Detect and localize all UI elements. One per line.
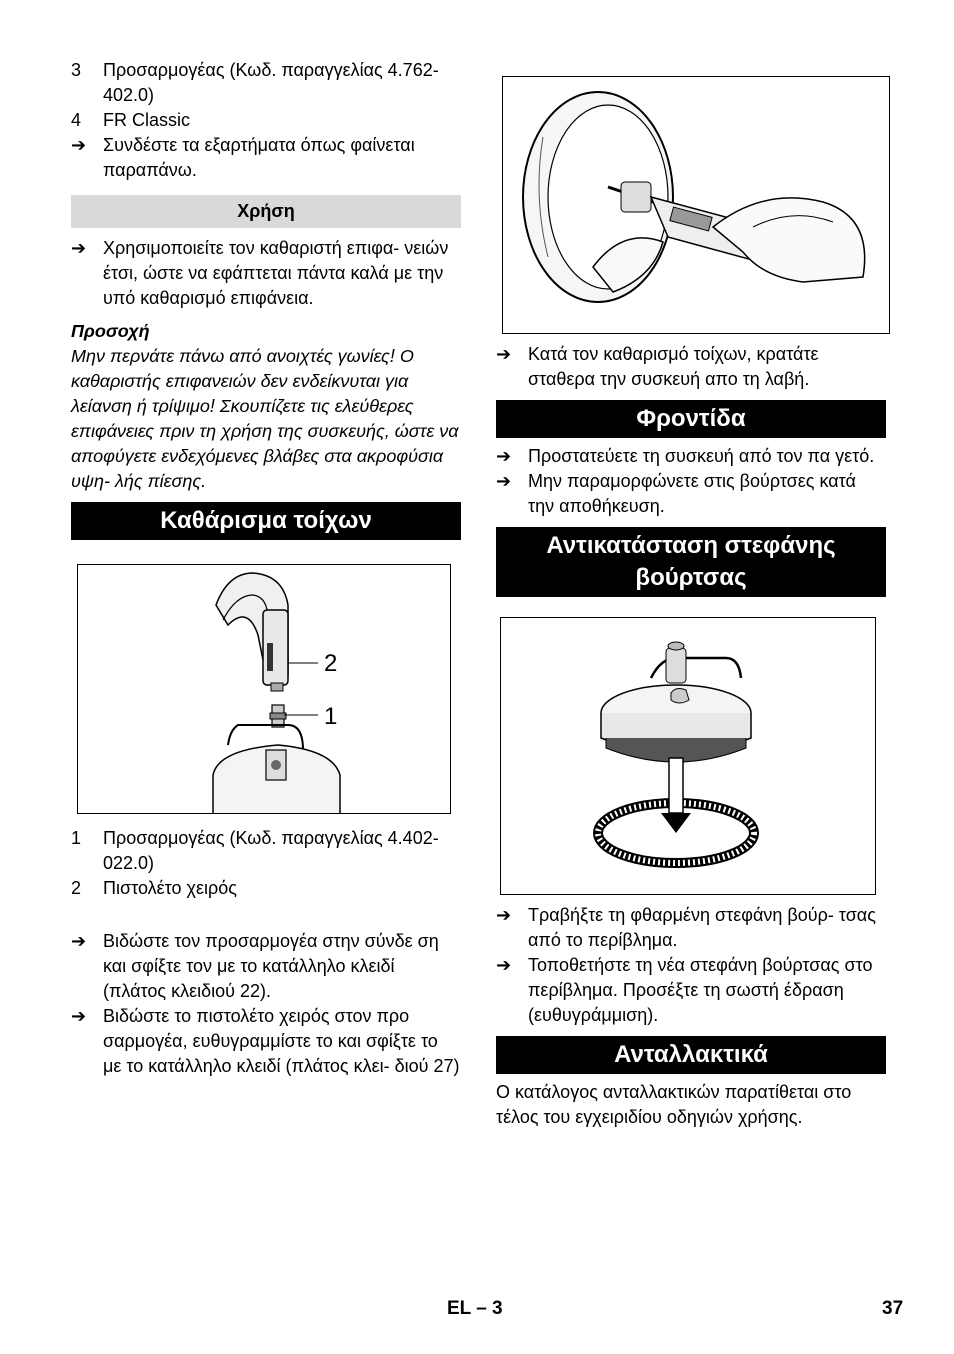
item-text: Προσαρμογέας (Κωδ. παραγγελίας 4.762-402.0) bbox=[103, 60, 439, 105]
left-column bbox=[71, 58, 461, 1079]
arrow-icon: ➔ bbox=[496, 471, 512, 491]
item-number: 3 bbox=[71, 60, 82, 80]
instruction-text: Συνδέστε τα εξαρτήματα όπως φαίνεται παραπάνω. bbox=[103, 135, 415, 180]
item-number: 4 bbox=[71, 110, 82, 130]
callout-label: 1 bbox=[324, 703, 338, 730]
legend-item bbox=[71, 876, 461, 901]
list-item bbox=[71, 58, 461, 108]
arrow-icon: ➔ bbox=[496, 344, 512, 364]
instruction-text: Κατά τον καθαρισμό τοίχων, κρατάτε σταθερα την συσκευή απο τη λαβή. bbox=[528, 344, 819, 389]
wall-cleaning-illustration bbox=[503, 77, 889, 333]
assembly-figure bbox=[77, 564, 451, 814]
instruction-item bbox=[496, 342, 886, 392]
arrow-icon: ➔ bbox=[71, 238, 87, 258]
instruction-text: Βιδώστε τον προσαρμογέα στην σύνδε ση και σφίξτε τον με το κατάλληλο κλειδί (πλάτος κλειδιού 22). bbox=[103, 931, 439, 1001]
arrow-icon: ➔ bbox=[71, 1006, 87, 1026]
brush-ring-illustration bbox=[501, 618, 875, 894]
instruction-item bbox=[496, 444, 886, 469]
wall-cleaning-figure bbox=[502, 76, 890, 334]
item-text: FR Classic bbox=[103, 110, 191, 130]
care-heading: Φροντίδα bbox=[496, 400, 886, 438]
spare-parts-text: Ο κατάλογος ανταλλακτικών παρατίθεται στο τέλος του εγχειριδίου οδηγιών χρήσης. bbox=[496, 1082, 852, 1127]
item-text: Προσαρμογέας (Κωδ. παραγγελίας 4.402-022.0) bbox=[103, 828, 439, 873]
spare-parts-heading: Ανταλλακτικά bbox=[496, 1036, 886, 1074]
list-item bbox=[71, 108, 461, 133]
item-number: 2 bbox=[71, 878, 82, 898]
instruction-item bbox=[496, 903, 886, 953]
arrow-icon: ➔ bbox=[496, 955, 512, 975]
right-column bbox=[496, 76, 886, 1130]
instruction-item bbox=[71, 236, 461, 311]
brush-replacement-heading: Αντικατάσταση στεφάνης βούρτσας bbox=[496, 527, 886, 597]
item-number: 1 bbox=[71, 828, 82, 848]
callout-label: 2 bbox=[324, 650, 338, 677]
instruction-item bbox=[496, 469, 886, 519]
arrow-icon: ➔ bbox=[496, 446, 512, 466]
instruction-text: Τοποθετήστε τη νέα στεφάνη βούρτσας στο περίβλημα. Προσέξτε τη σωστή έδραση (ευθυγράμμιση). bbox=[528, 955, 873, 1025]
caution-title: Προσοχή bbox=[71, 321, 150, 341]
usage-heading: Χρήση bbox=[71, 195, 461, 228]
instruction-text: Προστατεύετε τη συσκευή από τον πα γετό. bbox=[528, 446, 875, 466]
instruction-item bbox=[496, 953, 886, 1028]
arrow-icon: ➔ bbox=[71, 135, 87, 155]
page-number: 37 bbox=[882, 1298, 904, 1319]
footer-language-section: EL – 3 bbox=[447, 1298, 503, 1319]
caution-text: Μην περνάτε πάνω από ανοιχτές γωνίες! Ο καθαριστής επιφανειών δεν ενδείκνυται για λείανση ή τρίψιμο! Σκουπίζετε τις ελεύθερες επιφάνειες πριν τη χρήση της συσκευής, ώστε να αποφύγετε ενδεχόμενες βλάβες στα ακροφύσια υψη- λής πίεσης. bbox=[71, 346, 459, 491]
wall-cleaning-heading: Καθάρισμα τοίχων bbox=[71, 502, 461, 540]
instruction-text: Τραβήξτε τη φθαρμένη στεφάνη βούρ- τσας από το περίβλημα. bbox=[528, 905, 876, 950]
instruction-item bbox=[71, 133, 461, 183]
instruction-item bbox=[71, 1004, 461, 1079]
instruction-text: Χρησιμοποιείτε τον καθαριστή επιφα- νειών έτσι, ώστε να εφάπτεται πάντα καλά με την υπό καθαρισμό επιφάνεια. bbox=[103, 238, 449, 308]
legend-item bbox=[71, 826, 461, 876]
item-text: Πιστολέτο χειρός bbox=[103, 878, 237, 898]
arrow-icon: ➔ bbox=[71, 931, 87, 951]
instruction-text: Βιδώστε το πιστολέτο χειρός στον προ σαρμογέα, ευθυγραμμίστε το και σφίξτε το με το κατάλληλο κλειδί (πλάτος κλει- διού 27) bbox=[103, 1006, 460, 1076]
assembly-illustration bbox=[78, 565, 450, 813]
brush-ring-figure bbox=[500, 617, 876, 895]
instruction-text: Μην παραμορφώνετε στις βούρτσες κατά την αποθήκευση. bbox=[528, 471, 856, 516]
instruction-item bbox=[71, 929, 461, 1004]
arrow-icon: ➔ bbox=[496, 905, 512, 925]
